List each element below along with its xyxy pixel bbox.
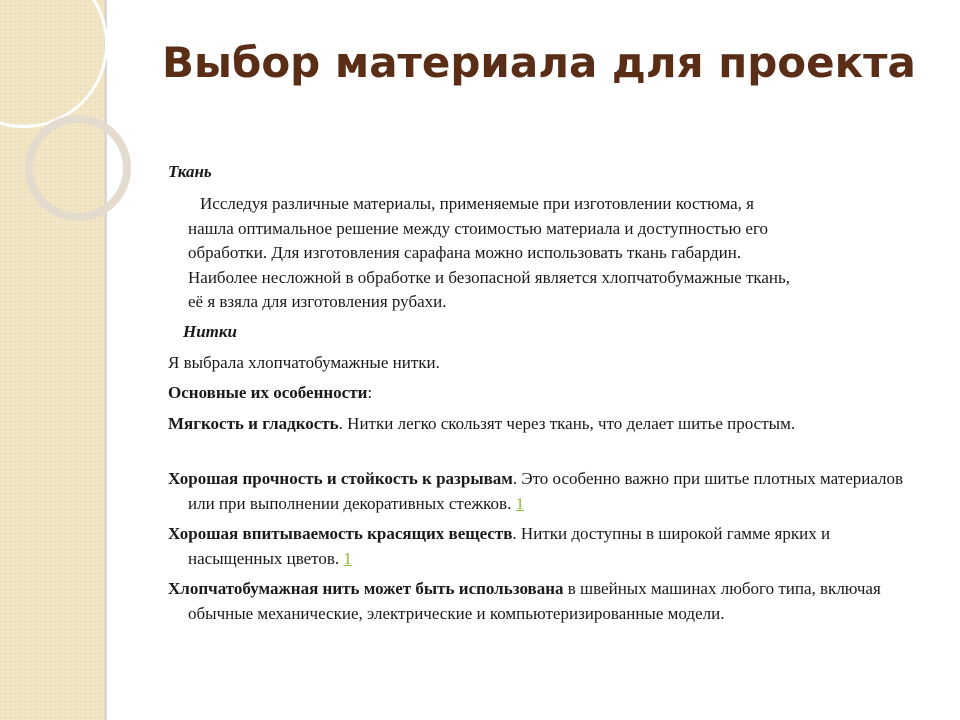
feature-item xyxy=(168,577,928,626)
footnote-link[interactable]: 1 xyxy=(343,548,352,568)
feature-text: . Нитки легко скользят через ткань, что делает шитье простым. xyxy=(338,414,796,433)
feature-text: в швейных машинах любого типа, включая обычные механические, электрические и компьютеризированные модели. xyxy=(188,579,881,623)
feature-text: . Нитки доступны в широкой гамме ярких и насыщенных цветов. xyxy=(188,524,831,568)
feature-text: . Это особенно важно при шитье плотных материалов или при выполнении декоративных стежков. xyxy=(188,469,904,513)
features-colon: : xyxy=(367,383,373,402)
feature-title: Хорошая впитываемость красящих веществ xyxy=(168,524,513,543)
features-label: Основные их особенности xyxy=(168,383,368,402)
feature-item xyxy=(168,467,928,516)
feature-title: Мягкость и гладкость xyxy=(168,414,339,433)
fabric-heading: Ткань xyxy=(168,162,212,181)
fabric-line: её я взяла для изготовления рубахи. xyxy=(188,292,447,311)
fabric-line: нашла оптимальное решение между стоимостью материала и доступностью его xyxy=(188,218,768,238)
feature-item xyxy=(168,412,928,437)
decorative-circle-middle xyxy=(25,115,131,221)
page-title: Выбор материала для проекта xyxy=(162,38,916,87)
footnote-link[interactable]: 1 xyxy=(515,493,525,513)
features-line xyxy=(168,381,908,406)
fabric-line: Исследуя различные материалы, применяемые при изготовлении костюма, я xyxy=(200,194,754,213)
feature-title: Хорошая прочность и стойкость к разрывам xyxy=(168,469,513,488)
feature-title: Хлопчатобумажная нить может быть использована xyxy=(168,579,564,598)
threads-intro: Я выбрала хлопчатобумажные нитки. xyxy=(168,353,440,372)
feature-item xyxy=(168,522,928,571)
threads-heading: Нитки xyxy=(183,322,237,341)
fabric-line: обработки. Для изготовления сарафана можно использовать ткань габардин. xyxy=(188,243,742,262)
fabric-line: Наиболее несложной в обработке и безопасной является хлопчатобумажные ткань, xyxy=(188,267,791,287)
side-divider xyxy=(104,0,107,720)
